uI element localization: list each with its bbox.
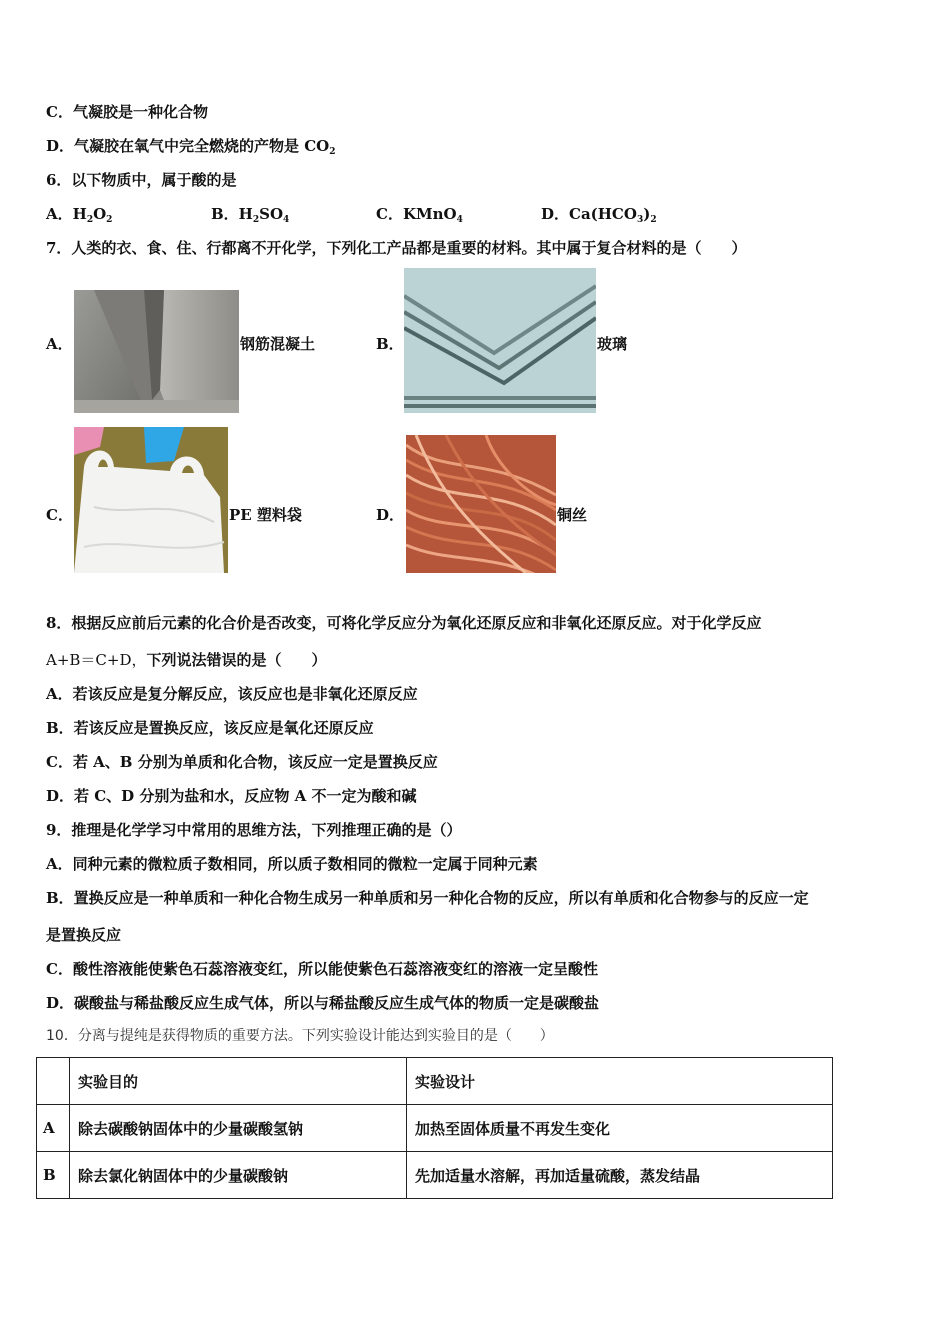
q8-option-d: D．若 C、D 分别为盐和水，反应物 A 不一定为酸和碱 [46, 787, 417, 805]
table-cell: 加热至固体质量不再发生变化 [407, 1105, 833, 1152]
table-cell: 除去碳酸钠固体中的少量碳酸氢钠 [70, 1105, 407, 1152]
q5-option-d: D．气凝胶在氧气中完全燃烧的产物是 $CO_2$ [46, 137, 336, 157]
table-row [37, 1152, 833, 1199]
q8-option-b: B．若该反应是置换反应，该反应是氧化还原反应 [46, 719, 374, 737]
table-header-cell: 实验目的 [70, 1058, 407, 1105]
q6-stem: 6．以下物质中，属于酸的是 [46, 171, 237, 189]
q7-option-b-letter: B． [376, 335, 404, 353]
q9-option-a: A．同种元素的微粒质子数相同，所以质子数相同的微粒一定属于同种元素 [46, 855, 538, 873]
q7-option-c-label: PE 塑料袋 [229, 506, 302, 524]
q9-option-b-line1: B．置换反应是一种单质和一种化合物生成另一种单质和另一种化合物的反应，所以有单质和化合物参与的反应一定 [46, 889, 809, 907]
q7-stem: 7．人类的衣、食、住、行都离不开化学，下列化工产品都是重要的材料。其中属于复合材料的是（ ） [46, 239, 747, 257]
q8-stem-line2: A+B＝C+D，下列说法错误的是（ ） [46, 651, 327, 669]
q6-option-a: A．$H_2O_2$ [46, 205, 113, 225]
q7-option-d-letter: D． [376, 506, 405, 524]
table-header-cell [37, 1058, 70, 1105]
table-cell: A [37, 1105, 70, 1152]
q9-stem: 9．推理是化学学习中常用的思维方法，下列推理正确的是（） [46, 821, 462, 839]
q7-option-a-letter: A． [46, 335, 73, 353]
concrete-photo [74, 290, 239, 413]
q6-option-d: D．$Ca(HCO_3)_2$ [541, 205, 657, 225]
q5-option-c: C．气凝胶是一种化合物 [46, 103, 208, 121]
q7-option-b-label: 玻璃 [597, 335, 628, 353]
q8-option-a: A．若该反应是复分解反应，该反应也是非氧化还原反应 [46, 685, 418, 703]
q10-stem: 10．分离与提纯是获得物质的重要方法。下列实验设计能达到实验目的是（ ） [46, 1028, 554, 1044]
table-header-row [37, 1058, 833, 1105]
q7-option-c-letter: C． [46, 506, 73, 524]
q10-table [36, 1057, 833, 1199]
q6-option-c: C．KMnO$_4$ [376, 205, 463, 225]
copper-wire-photo [406, 435, 556, 573]
plastic-bag-photo [74, 427, 228, 573]
q6-option-b: B．$H_2SO_4$ [211, 205, 290, 225]
table-cell: 先加适量水溶解，再加适量硫酸，蒸发结晶 [407, 1152, 833, 1199]
table-cell: B [37, 1152, 70, 1199]
glass-photo [404, 268, 596, 413]
q9-option-c: C．酸性溶液能使紫色石蕊溶液变红，所以能使紫色石蕊溶液变红的溶液一定呈酸性 [46, 960, 598, 978]
q9-option-b-line2: 是置换反应 [46, 926, 122, 944]
q7-option-a-label: 钢筋混凝土 [240, 335, 316, 353]
table-header-cell: 实验设计 [407, 1058, 833, 1105]
q8-stem-line1: 8．根据反应前后元素的化合价是否改变，可将化学反应分为氧化还原反应和非氧化还原反应。对于化学反应 [46, 614, 762, 632]
q8-option-c: C．若 A、B 分别为单质和化合物，该反应一定是置换反应 [46, 753, 438, 771]
table-cell: 除去氯化钠固体中的少量碳酸钠 [70, 1152, 407, 1199]
q7-option-d-label: 铜丝 [557, 506, 588, 524]
q9-option-d: D．碳酸盐与稀盐酸反应生成气体，所以与稀盐酸反应生成气体的物质一定是碳酸盐 [46, 994, 600, 1012]
table-row [37, 1105, 833, 1152]
